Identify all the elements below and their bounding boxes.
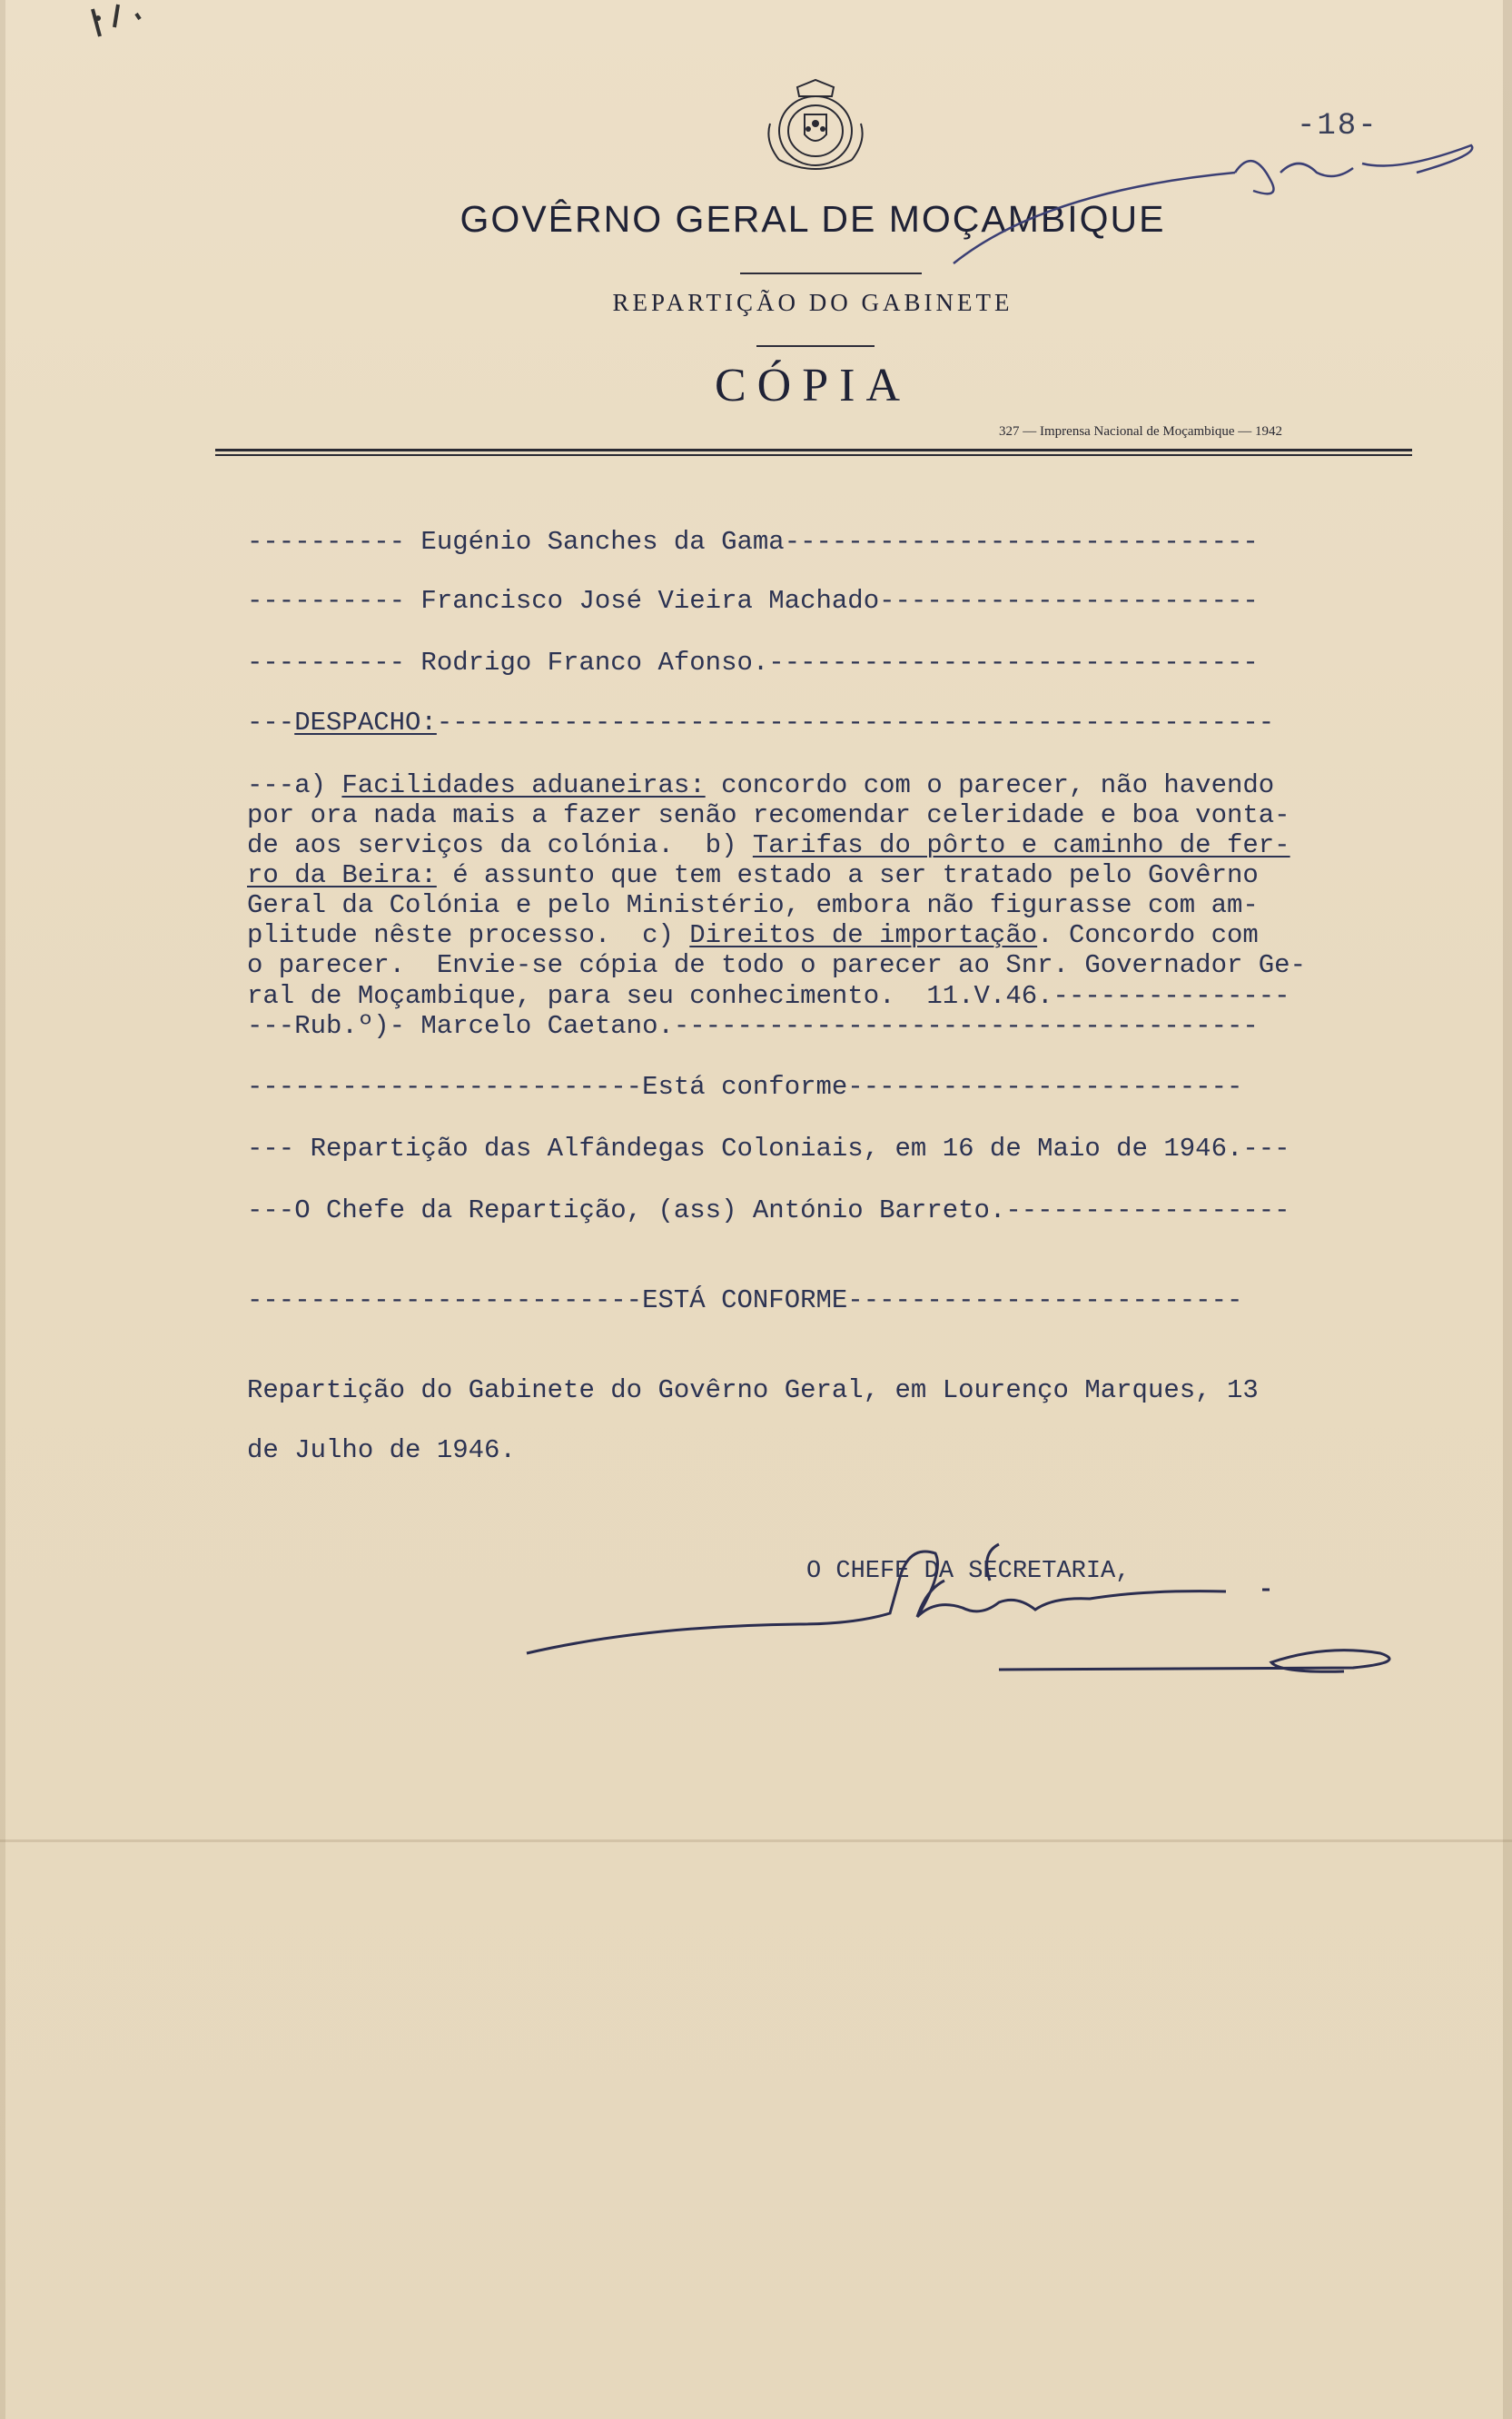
esta-conforme-caps-line: -------------------------ESTÁ CONFORME------------------------- (247, 1285, 1243, 1315)
despacho-text-line-1 (247, 770, 1274, 800)
despacho-line (247, 708, 1274, 738)
imprint-line: 327 — Imprensa Nacional de Moçambique — 1942 (999, 424, 1283, 439)
despacho-text-line-2: por ora nada mais a fazer senão recomendar celeridade e boa vonta- (247, 800, 1290, 830)
chefe-reparticao-line: ---O Chefe da Repartição, (ass) António Barreto.------------------ (247, 1195, 1290, 1225)
header-rule (215, 449, 1412, 451)
despacho-prefix: --- (247, 708, 295, 738)
government-title: GOVÊRNO GERAL DE MOÇAMBIQUE (460, 198, 1166, 240)
line6-start: plitude nêste processo. c) (247, 920, 690, 950)
despacho-text-line-4 (247, 860, 1259, 890)
closing-line-2: de Julho de 1946. (247, 1435, 516, 1465)
despacho-text-line-8: ral de Moçambique, para seu conhecimento. 11.V.46.--------------- (247, 981, 1290, 1011)
line6-rest: . Concordo com (1037, 920, 1259, 950)
line3-start: de aos serviços da colónia. b) (247, 830, 753, 860)
divider-short-2 (756, 345, 875, 347)
page-number: -18- (1297, 109, 1379, 144)
line6-underlined: Direitos de importação (689, 920, 1038, 950)
despacho-suffix: ----------------------------------------------------- (436, 708, 1275, 738)
line4-rest: é assunto que tem estado a ser tratado pelo Govêrno (436, 860, 1259, 890)
despacho-text-line-3 (247, 830, 1290, 860)
ink-marks (36, 0, 200, 82)
line1-rest: concordo com o parecer, não havendo (705, 770, 1275, 800)
despacho-text-line-7: o parecer. Envie-se cópia de todo o parecer ao Snr. Governador Ge- (247, 950, 1306, 980)
reparticao-alfandegas-line: --- Repartição das Alfândegas Coloniais, em 16 de Maio de 1946.--- (247, 1134, 1290, 1164)
name-line-1: ---------- Eugénio Sanches da Gama------------------------------ (247, 527, 1259, 557)
despacho-text-line-9: ---Rub.º)- Marcelo Caetano.------------------------------------- (247, 1011, 1259, 1041)
department-title: REPARTIÇÃO DO GABINETE (612, 289, 1013, 316)
signature-title: O CHEFE DA SECRETARIA, (806, 1558, 1131, 1585)
line4-underlined: ro da Beira: (247, 860, 437, 890)
despacho-text-line-5: Geral da Colónia e pelo Ministério, embora não figurasse com am- (247, 890, 1259, 920)
name-line-3: ---------- Rodrigo Franco Afonso.------------------------------- (247, 648, 1259, 678)
line1-prefix: ---a) (247, 770, 342, 800)
line3-underlined: Tarifas do pôrto e caminho de fer- (752, 830, 1290, 860)
page-fold-line (0, 1839, 1512, 1842)
divider-short (740, 273, 922, 274)
despacho-text-line-6 (247, 920, 1259, 950)
handwritten-initials (935, 136, 1498, 291)
esta-conforme-line: -------------------------Está conforme------------------------- (247, 1072, 1243, 1102)
handwritten-signature (509, 1526, 1435, 1708)
name-line-2: ---------- Francisco José Vieira Machado------------------------ (247, 586, 1259, 616)
coat-of-arms-emblem (761, 78, 870, 178)
despacho-label: DESPACHO: (294, 708, 437, 738)
closing-line-1: Repartição do Gabinete do Govêrno Geral, em Lourenço Marques, 13 (247, 1375, 1259, 1405)
line1-underlined: Facilidades aduaneiras: (341, 770, 706, 800)
document-type-title: CÓPIA (714, 360, 912, 411)
header-rule-2 (215, 454, 1412, 456)
